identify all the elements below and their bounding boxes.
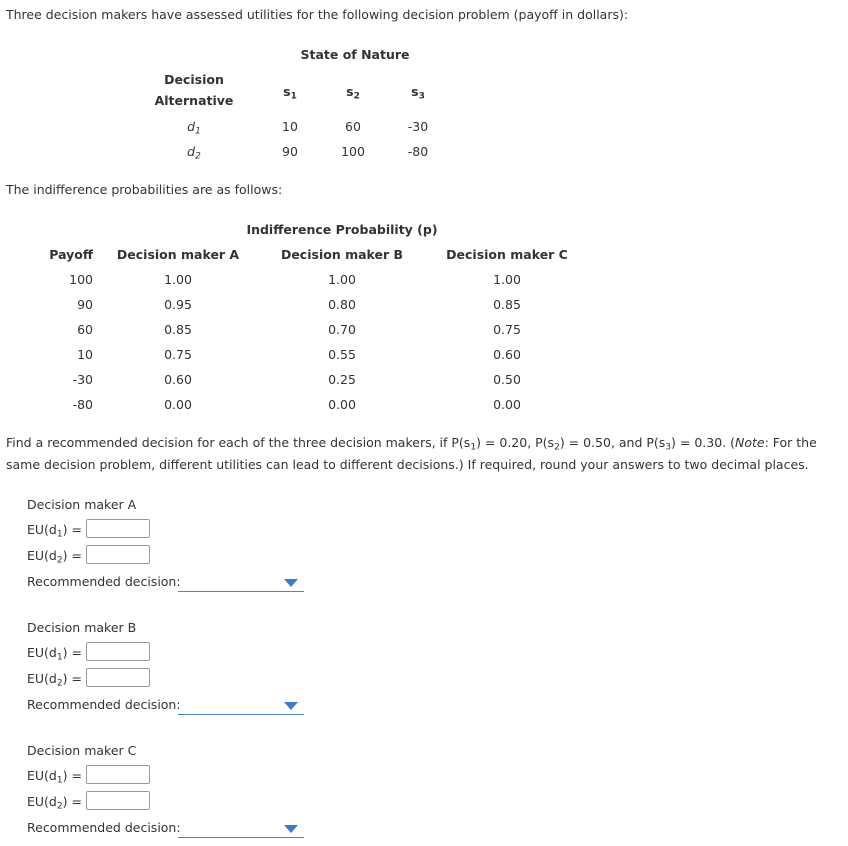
indifference-group-header: Indifference Probability (p) [246,222,438,237]
table-cell: -80 [407,144,429,159]
eu-d1-input[interactable] [87,643,149,660]
table-cell: 1.00 [328,272,356,287]
eu-d2-input-box [86,791,150,810]
eu-d2-label: $EU(d_2)$ = [27,548,82,566]
eu-d1-label: $EU(d_1)$ = [27,522,82,540]
col-decision-maker-a-header: Decision maker A [116,247,240,262]
table-cell: 0.50 [493,372,521,387]
eu-d1-input[interactable] [87,520,149,537]
table-cell: 1.00 [493,272,521,287]
eu-d2-label: $EU(d_2)$ = [27,671,82,689]
table-cell: 90 [77,297,93,312]
state-header-s1: $s_1$ [283,84,297,102]
table-cell: 60 [77,322,93,337]
table-cell: 0.85 [493,297,521,312]
table-cell: 0.25 [328,372,356,387]
section-title: Decision maker C [27,743,137,758]
decision-alternative-header-line2: Alternative [154,93,234,108]
table-cell: 0.85 [164,322,192,337]
recommended-decision-label: Recommended decision: [27,697,181,712]
caret-down-icon [284,702,298,710]
state-header-s2: $s_2$ [346,84,360,102]
table-cell: 0.75 [493,322,521,337]
table-cell: 10 [77,347,93,362]
table-cell: 0.95 [164,297,192,312]
table-cell: -30 [407,119,429,134]
table-cell: 0.70 [328,322,356,337]
eu-d2-input[interactable] [87,546,149,563]
table-cell: -80 [72,397,93,412]
eu-d1-input-box [86,519,150,538]
table-cell: 0.00 [164,397,192,412]
table-cell: 90 [282,144,298,159]
col-decision-maker-b-header: Decision maker B [280,247,404,262]
eu-d1-input-box [86,642,150,661]
decision-alternative-header-line1: Decision [164,72,224,87]
state-header-s3: $s_3$ [411,84,425,102]
recommended-decision-label: Recommended decision: [27,574,181,589]
eu-d2-label: $EU(d_2)$ = [27,794,82,812]
eu-d2-input[interactable] [87,792,149,809]
eu-d2-input[interactable] [87,669,149,686]
table-cell: 0.80 [328,297,356,312]
eu-d1-label: $EU(d_1)$ = [27,768,82,786]
table-cell: 0.60 [164,372,192,387]
table-cell: 0.00 [493,397,521,412]
table-cell: 60 [345,119,361,134]
eu-d2-input-box [86,668,150,687]
indifference-intro: The indifference probabilities are as follows: [6,182,283,197]
recommended-decision-label: Recommended decision: [27,820,181,835]
section-title: Decision maker A [27,497,137,512]
recommended-decision-dropdown[interactable] [178,573,304,592]
col-payoff-header: Payoff [49,247,93,262]
caret-down-icon [284,579,298,587]
col-decision-maker-c-header: Decision maker C [446,247,568,262]
table-cell: 100 [69,272,93,287]
table-cell: 0.60 [493,347,521,362]
eu-d1-input[interactable] [87,766,149,783]
table-cell: 0.75 [164,347,192,362]
eu-d2-input-box [86,545,150,564]
table-cell: 0.00 [328,397,356,412]
table-cell: 100 [341,144,365,159]
table-cell: 1.00 [164,272,192,287]
caret-down-icon [284,825,298,833]
alt-d1: $d_1$ [187,119,201,137]
table-cell: 10 [282,119,298,134]
recommended-decision-dropdown[interactable] [178,819,304,838]
question-text: Find a recommended decision for each of the three decision makers, if $P(s_1) = 0.20$, $P(s_2) = 0.50$, and $P(s_3) = 0.30$. (Note: For the same decision problem, different utilities can lead to different decisions.) If required, round your answers to two decimal places. [6,435,817,472]
table-cell: 0.55 [328,347,356,362]
table-cell: -30 [72,372,93,387]
section-title: Decision maker B [27,620,137,635]
recommended-decision-dropdown[interactable] [178,696,304,715]
eu-d1-input-box [86,765,150,784]
intro-text: Three decision makers have assessed utilities for the following decision problem (payoff in dollars): [6,7,629,22]
eu-d1-label: $EU(d_1)$ = [27,645,82,663]
alt-d2: $d_2$ [187,144,201,162]
state-of-nature-header: State of Nature [300,47,410,62]
